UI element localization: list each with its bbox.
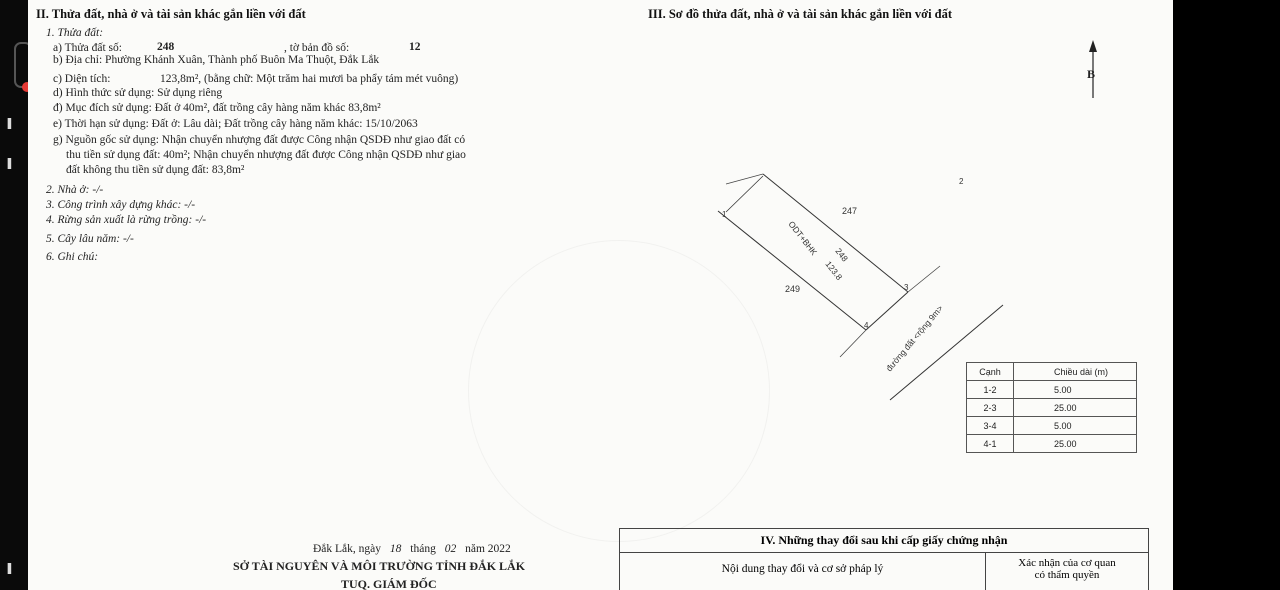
table-row <box>967 399 1137 417</box>
forest-line: 4. Rừng sản xuất là rừng trồng: -/- <box>46 214 207 226</box>
parcel-no-label: a) Thửa đất số: <box>53 42 122 54</box>
vertex-1-label: 1 <box>722 210 727 219</box>
section-iv-title: IV. Những thay đổi sau khi cấp giấy chứng nhận <box>620 529 1148 553</box>
section-ii-title: II. Thửa đất, nhà ở và tài sản khác gắn liền với đất <box>36 7 306 21</box>
edge-glyph-icon: ı <box>6 150 13 174</box>
vertex-3-label: 3 <box>904 283 909 292</box>
edge-glyph-icon: ı <box>6 110 13 134</box>
neighbor-247-label: 247 <box>842 206 858 216</box>
vertex-2-label: 2 <box>959 177 964 186</box>
parcel-area-label: 123.8 <box>823 259 845 283</box>
date-month: 02 <box>444 543 457 555</box>
date-line <box>313 543 511 555</box>
table-cell-edge: 4-1 <box>967 435 1014 453</box>
address-line: b) Địa chỉ: Phường Khánh Xuân, Thành phố Buôn Ma Thuột, Đắk Lắk <box>53 54 380 66</box>
table-header-cell: Chiều dài (m) <box>1014 363 1137 381</box>
notes-line: 6. Ghi chú: <box>46 251 99 263</box>
origin-line-1: g) Nguồn gốc sử dụng: Nhận chuyển nhượng đất được Công nhận QSDĐ như giao đất có <box>53 134 466 146</box>
table-header-cell: Cạnh <box>967 363 1014 381</box>
date-year: năm 2022 <box>465 543 511 555</box>
table-header-row <box>967 363 1137 381</box>
signer-position: TUQ. GIÁM ĐỐC <box>341 577 437 590</box>
neighbor-249-label: 249 <box>785 284 801 294</box>
date-prefix: Đắk Lắk, ngày <box>313 543 382 555</box>
purpose-line: đ) Mục đích sử dụng: Đất ở 40m², đất trồng cây hàng năm khác 83,8m² <box>53 102 381 114</box>
table-cell-edge: 3-4 <box>967 417 1014 435</box>
parcel-no-label-sketch: 248 <box>833 246 851 264</box>
north-label: B <box>1087 67 1096 81</box>
table-row <box>967 381 1137 399</box>
table-cell-length: 5.00 <box>1014 417 1137 435</box>
agency-name: SỞ TÀI NGUYÊN VÀ MÔI TRƯỜNG TỈNH ĐẮK LẮK <box>233 559 526 573</box>
house-line: 2. Nhà ở: -/- <box>46 184 104 196</box>
certificate-page <box>28 0 1173 590</box>
term-line: e) Thời hạn sử dụng: Đất ở: Lâu dài; Đất trồng cây hàng năm khác: 15/10/2063 <box>53 118 418 130</box>
table-row <box>967 435 1137 453</box>
other-works-line: 3. Công trình xây dựng khác: -/- <box>46 199 196 211</box>
table-cell-length: 25.00 <box>1014 399 1137 417</box>
parcel-heading: 1. Thửa đất: <box>46 27 104 39</box>
vertex-4-label: 4 <box>864 321 869 330</box>
right-screen-edge <box>1173 0 1280 590</box>
map-sheet-value: 12 <box>409 41 421 53</box>
parcel-use-label: ODT+BHK <box>786 219 820 258</box>
area-value: 123,8m², (bằng chữ: Một trăm hai mươi ba phẩy tám mét vuông) <box>160 73 459 85</box>
origin-line-2: thu tiền sử dụng đất: 40m²; Nhận chuyển nhượng đất được Công nhận QSDĐ như giao <box>66 149 466 161</box>
table-row <box>967 417 1137 435</box>
parcel-no-value: 248 <box>157 41 175 53</box>
changes-column-confirm <box>986 557 1148 581</box>
area-label: c) Diện tích: <box>53 73 111 85</box>
table-cell-edge: 1-2 <box>967 381 1014 399</box>
table-cell-edge: 2-3 <box>967 399 1014 417</box>
confirm-line-2: có thẩm quyền <box>1034 569 1100 581</box>
changes-column-content: Nội dung thay đổi và cơ sở pháp lý <box>620 553 986 590</box>
map-sheet-label: , tờ bản đồ số: <box>284 42 350 54</box>
date-day: 18 <box>389 543 402 555</box>
origin-line-3: đất không thu tiền sử dụng đất: 83,8m² <box>66 164 245 176</box>
section-iii-title: III. Sơ đồ thửa đất, nhà ở và tài sản khác gắn liền với đất <box>648 7 953 21</box>
parcel-sketch <box>28 0 1173 590</box>
date-month-label: tháng <box>410 543 436 555</box>
table-cell-length: 25.00 <box>1014 435 1137 453</box>
confirm-line-1: Xác nhận của cơ quan <box>1018 557 1116 569</box>
changes-table <box>619 528 1149 590</box>
edge-length-table <box>966 362 1137 453</box>
edge-glyph-icon: ı <box>6 555 13 579</box>
usage-form-line: d) Hình thức sử dụng: Sử dụng riêng <box>53 87 223 99</box>
perennial-line: 5. Cây lâu năm: -/- <box>46 233 134 245</box>
table-cell-length: 5.00 <box>1014 381 1137 399</box>
left-screen-edge <box>0 0 28 590</box>
road-label: đường đất <rộng 9m> <box>883 303 945 374</box>
